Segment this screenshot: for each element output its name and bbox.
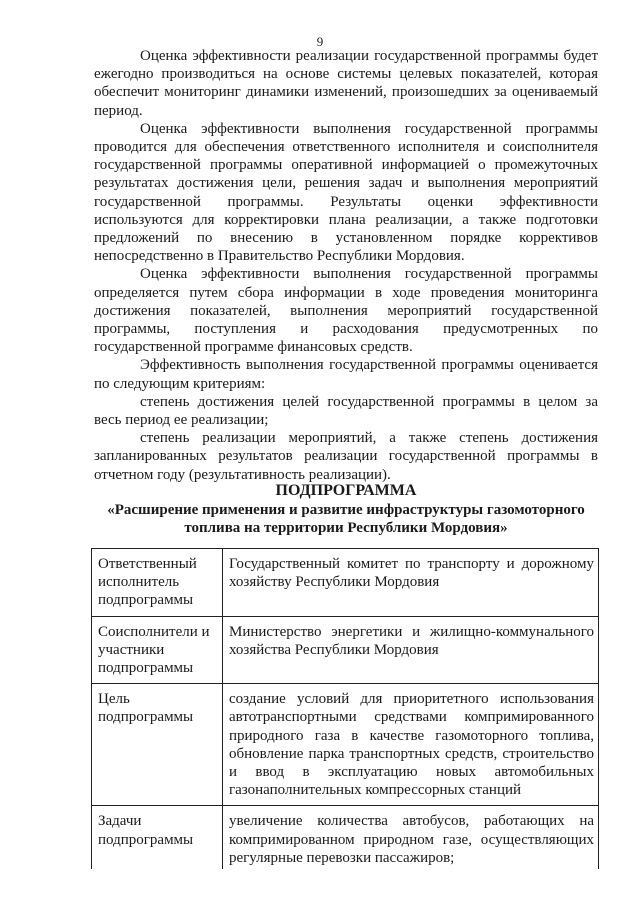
row-value-responsible: Государственный комитет по транспорту и дорожному хозяйству Республики Мордовия xyxy=(223,549,599,617)
subprogram-passport-table xyxy=(91,548,599,869)
table-row xyxy=(92,684,599,806)
row-label-responsible: Ответственный исполнитель подпрограммы xyxy=(92,549,223,617)
row-label-goal: Цель подпрограммы xyxy=(92,684,223,806)
paragraph: Оценка эффективности реализации государственной программы будет ежегодно производиться на основе системы целевых показателей, которая обеспечит мониторинг динамики изменений, произошедших за оцениваемый период. xyxy=(94,48,598,119)
row-value-co-executors: Министерство энергетики и жилищно-коммунального хозяйства Республики Мордовия xyxy=(223,616,599,684)
table-row xyxy=(92,806,599,869)
subprogram-heading-title: ПОДПРОГРАММА xyxy=(275,482,417,499)
paragraph: степень реализации мероприятий, а также степень достижения запланированных результатов реализации государственной программы в отчетном году (результативность реализации). xyxy=(94,430,598,483)
subprogram-title: «Расширение применения и развитие инфраструктуры газомоторного топлива на территории Республики Мордовия» xyxy=(107,501,585,536)
paragraph: Эффективность выполнения государственной программы оценивается по следующим критериям: xyxy=(94,357,598,392)
row-label-tasks: Задачи подпрограммы xyxy=(92,806,223,869)
row-value-goal: создание условий для приоритетного использования автотранспортными средствами компримированного природного газа в качестве газомоторного топлива, обновление парка транспортных средств, строительство и ввод в эксплуатацию новых автомобильных газонаполнительных компрессорных станций xyxy=(223,684,599,806)
paragraph: Оценка эффективности выполнения государственной программы проводится для обеспечения ответственного исполнителя и соисполнителя государственной программы оперативной информацией о промежуточных результатах достижения цели, решения задач и выполнения мероприятий государственной программы. Результаты оценки эффективности используются для корректировки плана реализации, а также подготовки предложений по внесению в установленном порядке коррективов непосредственно в Правительство Республики Мордовия. xyxy=(94,120,598,265)
table-row xyxy=(92,616,599,684)
page-number: 9 xyxy=(316,34,324,49)
paragraph: Оценка эффективности выполнения государственной программы определяется путем сбора информации в ходе проведения мониторинга достижения показателей, выполнения мероприятий государственной программы, поступления и расходования предусмотренных по государственной программе финансовых средств. xyxy=(94,266,598,356)
row-value-tasks: увеличение количества автобусов, работающих на компримированном природном газе, осуществляющих регулярные перевозки пассажиров; xyxy=(223,806,599,869)
main-text xyxy=(94,47,598,484)
subprogram-heading xyxy=(94,482,598,538)
row-label-co-executors: Соисполнители и участники подпрограммы xyxy=(92,616,223,684)
table-row xyxy=(92,549,599,617)
paragraph: степень достижения целей государственной программы в целом за весь период ее реализации; xyxy=(94,393,598,429)
